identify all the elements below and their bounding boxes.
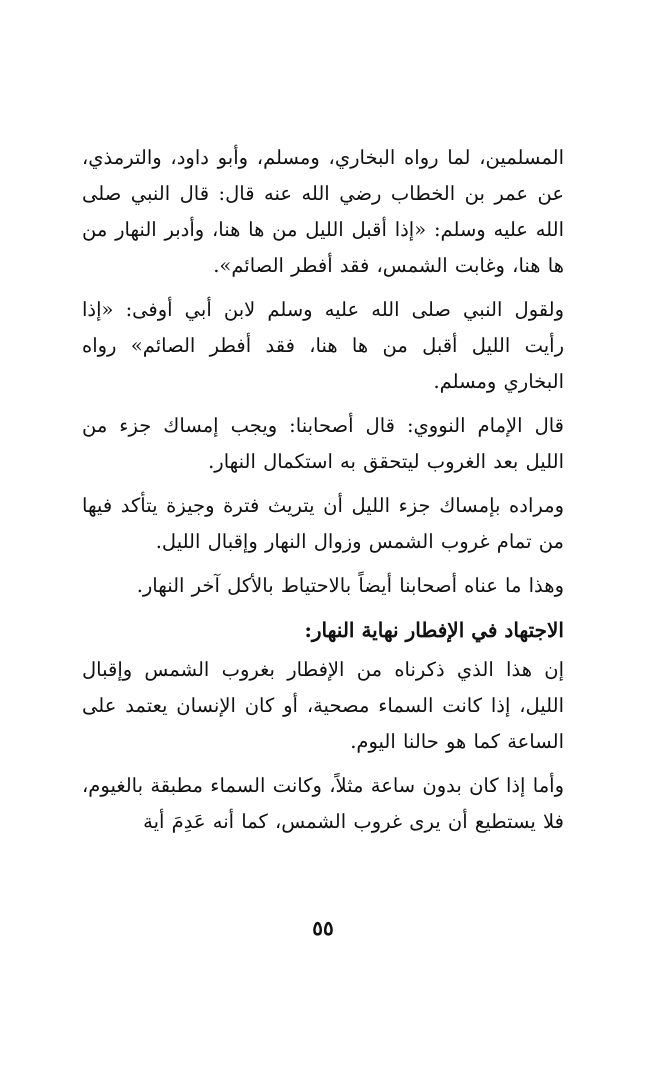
paragraph-5: وهذا ما عناه أصحابنا أيضاً بالاحتياط بالأكل آخر النهار. (136, 574, 564, 597)
paragraph-1: المسلمين، لما رواه البخاري، ومسلم، وأبو داود، والترمذي، عن عمر بن الخطاب رضي الله عنه قال: قال النبي صلى الله عليه وسلم: «إذا أقبل الليل من ها هنا، وأدبر النهار من ها هنا، وغابت الشمس، فقد أفطر الصائم». (82, 146, 564, 277)
paragraph-4: ومراده بإمساك جزء الليل أن يتريث فترة وجيزة يتأكد فيها من تمام غروب الشمس وزوال النهار وإقبال الليل. (82, 494, 564, 553)
paragraph-6: إن هذا الذي ذكرناه من الإفطار بغروب الشمس وإقبال الليل، إذا كانت السماء مصحية، أو كان الإنسان يعتمد على الساعة كما هو حالنا اليوم. (82, 658, 564, 753)
paragraph-3: قال الإمام النووي: قال أصحابنا: ويجب إمساك جزء من الليل بعد الغروب ليتحقق به استكمال النهار. (82, 414, 564, 473)
page-number: ٥٥ (312, 916, 334, 940)
section-heading: الاجتهاد في الإفطار نهاية النهار: (304, 618, 564, 642)
page-body (82, 140, 564, 848)
paragraph-7: وأما إذا كان بدون ساعة مثلاً، وكانت السماء مطبقة بالغيوم، فلا يستطيع أن يرى غروب الشمس، كما أنه عَدِمَ أية (82, 774, 564, 833)
paragraph-2: ولقول النبي صلى الله عليه وسلم لابن أبي أوفى: «إذا رأيت الليل أقبل من ها هنا، فقد أفطر الصائم» رواه البخاري ومسلم. (82, 298, 564, 393)
